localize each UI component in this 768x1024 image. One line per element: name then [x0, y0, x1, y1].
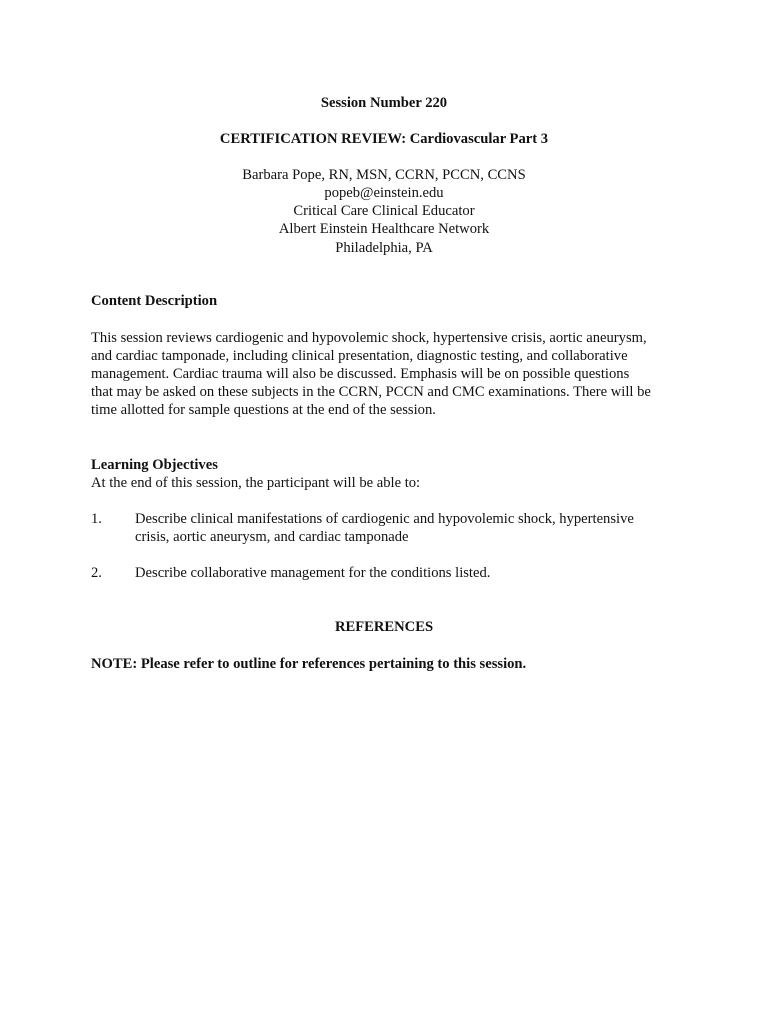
objective-text-line: crisis, aortic aneurysm, and cardiac tamponade	[135, 529, 409, 545]
content-description-line: management. Cardiac trauma will also be discussed. Emphasis will be on possible questions	[91, 366, 630, 382]
presenter-email: popeb@einstein.edu	[324, 185, 444, 201]
content-description-line: time allotted for sample questions at the end of the session.	[91, 402, 436, 418]
objective-number: 2.	[91, 565, 102, 581]
references-note: NOTE: Please refer to outline for references pertaining to this session.	[91, 656, 527, 672]
presenter-organization: Albert Einstein Healthcare Network	[278, 221, 490, 237]
presenter-name: Barbara Pope, RN, MSN, CCRN, PCCN, CCNS	[242, 167, 526, 183]
content-description-line: that may be asked on these subjects in the CCRN, PCCN and CMC examinations. There will be	[91, 384, 651, 400]
objective-text-line: Describe collaborative management for the conditions listed.	[135, 565, 491, 581]
session-number: Session Number 220	[320, 95, 448, 111]
content-description-line: This session reviews cardiogenic and hypovolemic shock, hypertensive crisis, aortic aneurysm,	[91, 330, 647, 346]
learning-objectives-heading: Learning Objectives	[91, 457, 218, 473]
document-title: CERTIFICATION REVIEW: Cardiovascular Part 3	[219, 131, 549, 147]
content-description-line: and cardiac tamponade, including clinical presentation, diagnostic testing, and collaborative	[91, 348, 628, 364]
content-description-heading: Content Description	[91, 293, 218, 309]
references-heading: REFERENCES	[334, 619, 434, 635]
objective-number: 1.	[91, 511, 102, 527]
objective-text-line: Describe clinical manifestations of cardiogenic and hypovolemic shock, hypertensive	[135, 511, 634, 527]
presenter-role: Critical Care Clinical Educator	[293, 203, 475, 219]
learning-objectives-intro: At the end of this session, the participant will be able to:	[91, 475, 421, 491]
presenter-location: Philadelphia, PA	[335, 240, 433, 256]
